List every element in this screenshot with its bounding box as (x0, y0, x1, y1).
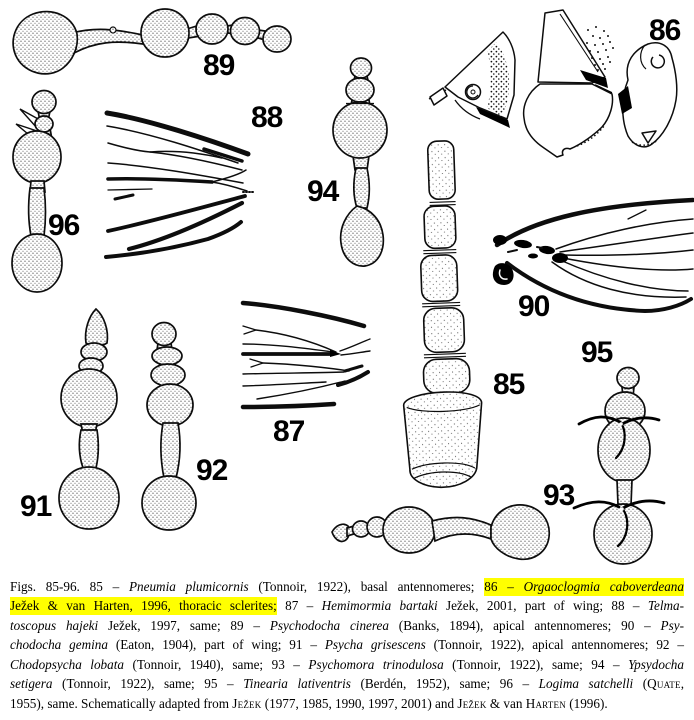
figure-number-91: 91 (20, 490, 52, 523)
drawing-fig96-antennomeres (12, 91, 62, 293)
drawing-fig87-wing (243, 303, 370, 407)
caption-line-2: Ježek & van Harten, 1996, thoracic sclerites; 87 – Hemimormia bartaki Ježek, 2001, part of wing; 88 – Telma- (10, 598, 685, 614)
caption-line-1: Figs. 85-96. 85 – Pneumia plumicornis (Tonnoir, 1922), basal antennomeres; 86 – Orgaoclogmia caboverdeana (10, 579, 684, 594)
drawing-fig95-antennomeres (574, 368, 664, 565)
caption-line-5: Chodopsycha lobata (Tonnoir, 1940), same; 93 – Psychomora trinodulosa (Tonnoir, 1922), same; 94 – Ypsydocha (10, 656, 684, 672)
caption-line-4: chodocha gemina (Eaton, 1904), part of wing; 91 – Psycha grisescens (Tonnoir, 1922), apical antennomeres; 92 – (10, 637, 684, 653)
figure-number-95: 95 (581, 336, 613, 369)
caption-highlight: Orgaoclogmia caboverdeana (523, 579, 684, 594)
caption-highlight: 86 – (484, 579, 524, 594)
figure-number-96: 96 (48, 209, 80, 242)
figure-number-92: 92 (196, 454, 228, 487)
drawing-fig88-wing (106, 113, 253, 257)
caption-line-3: toscopus hajeki Ježek, 1997, same; 89 – Psychodocha cinerea (Banks, 1894), apical antennomeres; 90 – Psy- (10, 617, 684, 633)
drawing-fig92-antennomeres (142, 323, 196, 531)
figure-number-94: 94 (307, 175, 339, 208)
figure-number-93: 93 (543, 479, 575, 512)
caption-line-6: setigera (Tonnoir, 1922), same; 95 – Tinearia lativentris (Berdén, 1952), same; 96 – Logima satchelli (Quate, (10, 676, 684, 692)
figure-number-85: 85 (493, 368, 525, 401)
figure-number-89: 89 (203, 49, 235, 82)
drawing-fig94-antennomeres (333, 58, 387, 266)
figure-caption (10, 577, 684, 713)
figure-number-90: 90 (518, 290, 550, 323)
drawing-fig91-antennomeres (59, 309, 119, 529)
figure-number-88: 88 (251, 101, 283, 134)
drawing-fig86-thoracic-sclerites (429, 10, 677, 157)
caption-highlight: Ježek & van Harten, 1996, thoracic sclerites; (10, 598, 277, 614)
caption-line-7: 1955), same. Schematically adapted from Ježek (1977, 1985, 1990, 1997, 2001) and Ježek & van Harten (1996). (10, 695, 608, 711)
drawing-fig93-antennomeres (332, 505, 549, 559)
drawing-fig85-basal-antennomeres (394, 140, 484, 489)
figure-number-87: 87 (273, 415, 305, 448)
figure-number-86: 86 (649, 14, 681, 47)
drawing-fig89-apical-antennomeres (13, 9, 291, 74)
